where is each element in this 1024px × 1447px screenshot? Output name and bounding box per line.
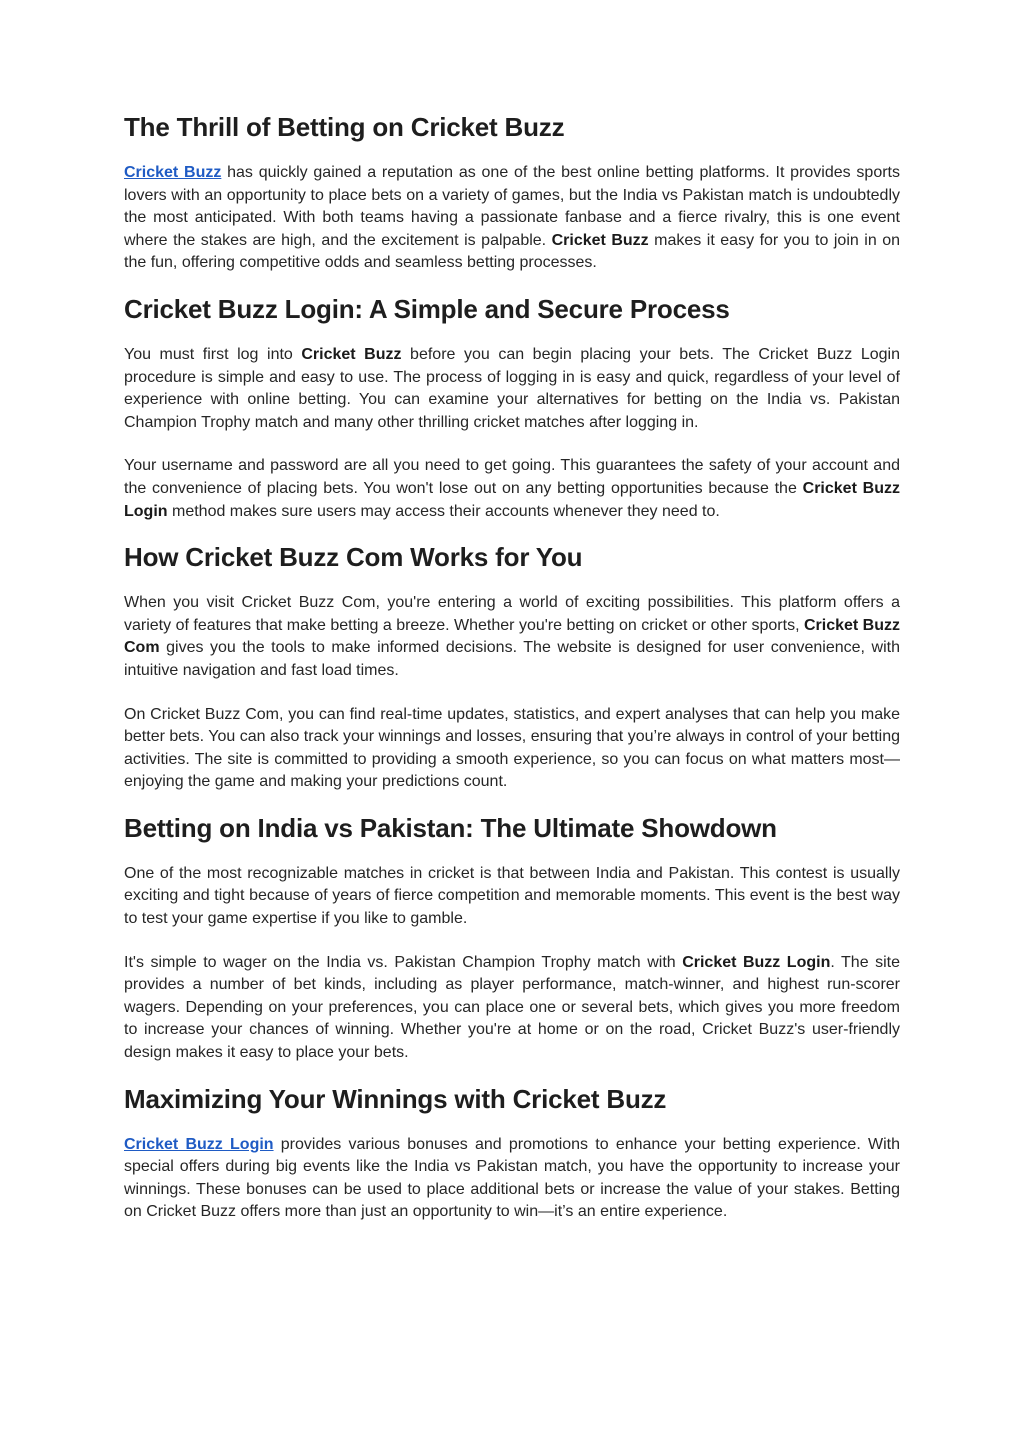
paragraph — [124, 952, 900, 1065]
bold-text: Cricket Buzz — [301, 345, 402, 363]
paragraph — [124, 1134, 900, 1224]
paragraph-text: One of the most recognizable matches in cricket is that between India and Pakistan. This contest is usually exciting and tight because of years of fierce competition and memorable moments. This event is the best way to test your game expertise if you like to gamble. — [124, 864, 900, 928]
paragraph — [124, 455, 900, 523]
paragraph — [124, 704, 900, 794]
section-heading: The Thrill of Betting on Cricket Buzz — [124, 112, 565, 142]
bold-text: Cricket Buzz Login — [682, 953, 831, 971]
paragraph-text: It's simple to wager on the India vs. Pakistan Champion Trophy match with — [124, 953, 683, 971]
paragraph-text: . The site provides a number of bet kinds, including as player performance, match-winner, and highest run-scorer wagers. Depending on your preferences, you can place one or several bets, which gives you more freedom to increase your chances of winning. Whether you're at home or on the road, Cricket Buzz's user-friendly design makes it easy to place your bets. — [124, 953, 901, 1062]
paragraph-text: When you visit Cricket Buzz Com, you're entering a world of exciting possibilities. This platform offers a variety of features that make betting a breeze. Whether you're betting on cricket or other sports, — [124, 594, 900, 634]
paragraph-text: On Cricket Buzz Com, you can find real-time updates, statistics, and expert analyses that can help you make better bets. You can also track your winnings and losses, ensuring that you’re always in control of your betting activities. The site is committed to providing a smooth experience, so you can focus on what matters most—enjoying the game and making your predictions count. — [124, 705, 900, 791]
paragraph — [124, 863, 900, 931]
cricket-buzz-link[interactable]: Cricket Buzz — [124, 164, 222, 181]
bold-text: Cricket Buzz Login — [124, 479, 900, 520]
paragraph-text: method makes sure users may access their accounts whenever they need to. — [167, 502, 720, 520]
section-heading: Betting on India vs Pakistan: The Ultimate Showdown — [124, 812, 777, 843]
bold-text: Cricket Buzz Com — [124, 616, 900, 657]
paragraph-text: gives you the tools to make informed decisions. The website is designed for user convenience, with intuitive navigation and fast load times. — [124, 639, 900, 679]
cricket-buzz-login-link[interactable]: Cricket Buzz Login — [124, 1135, 274, 1153]
section-heading: Maximizing Your Winnings with Cricket Buzz — [124, 1083, 667, 1114]
paragraph-text: provides various bonuses and promotions to enhance your betting experience. With special offers during big events like the India vs Pakistan match, you have the opportunity to increase your winnings. These bonuses can be used to place additional bets or increase the value of your stakes. Betting on Cricket Buzz offers more than just an opportunity to win—it’s an entire experience. — [124, 1135, 900, 1221]
paragraph — [124, 162, 900, 275]
paragraph-text: has quickly gained a reputation as one of the best online betting platforms. It provides sports lovers with an opportunity to place bets on a variety of games, but the India vs Pakistan match is undoubtedly the most anticipated. With both teams having a passionate fanbase and a fierce rivalry, this is one event where the stakes are high, and the excitement is palpable. — [124, 164, 900, 249]
paragraph-text: before you can begin placing your bets. The Cricket Buzz Login procedure is simple and easy to use. The process of logging in is easy and quick, regardless of your level of experience with online betting. You can examine your alternatives for betting on the India vs. Pakistan Champion Trophy match and many other thrilling cricket matches after logging in. — [124, 345, 900, 431]
section-heading: How Cricket Buzz Com Works for You — [124, 542, 583, 573]
paragraph — [124, 344, 900, 434]
paragraph-text: makes it easy for you to join in on the fun, offering competitive odds and seamless betting processes. — [124, 231, 901, 272]
article — [124, 112, 900, 1224]
paragraph — [124, 592, 900, 682]
paragraph-text: Your username and password are all you need to get going. This guarantees the safety of your account and the convenience of placing bets. You won't lose out on any betting opportunities because the — [124, 457, 900, 497]
bold-text: Cricket Buzz — [551, 231, 649, 249]
section-heading: Cricket Buzz Login: A Simple and Secure Process — [124, 293, 730, 324]
paragraph-text: You must first log into — [124, 345, 302, 363]
